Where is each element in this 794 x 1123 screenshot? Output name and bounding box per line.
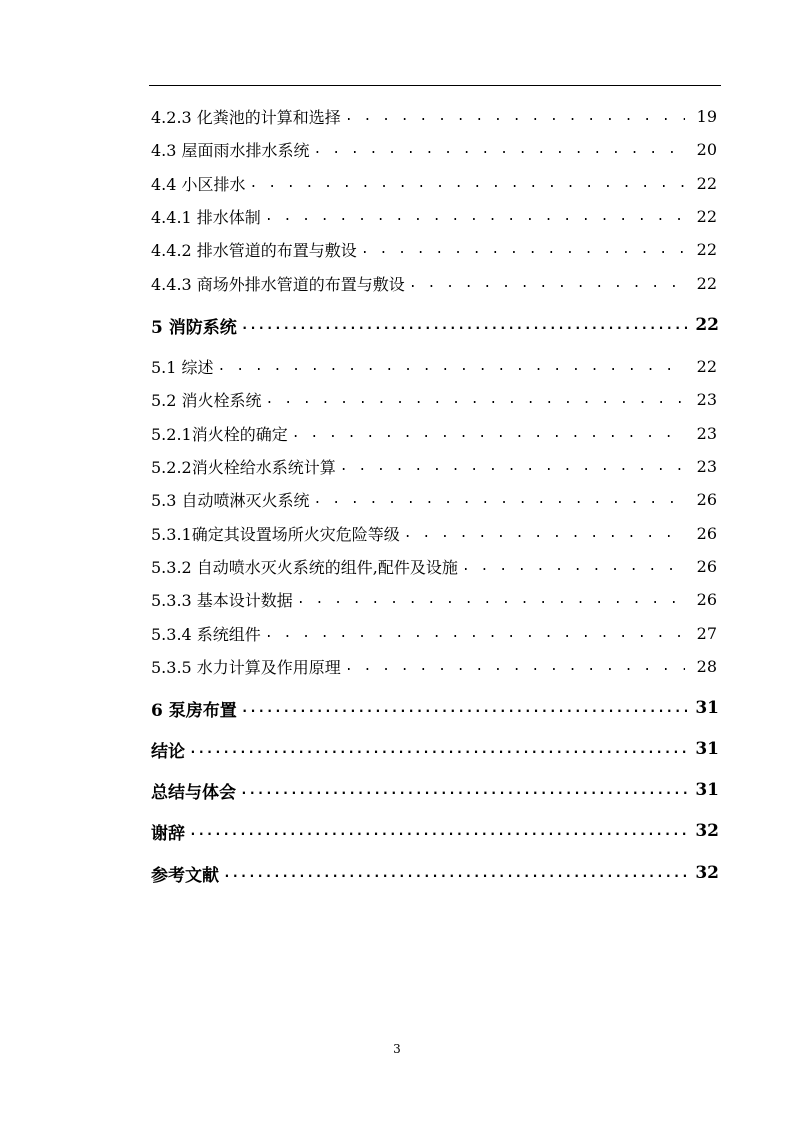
toc-entry-page: 26 <box>696 489 717 509</box>
toc-entry-title: 5.2 消火栓系统 <box>151 390 262 410</box>
toc-entry-4-3[interactable] <box>151 134 719 164</box>
toc-entry-5[interactable] <box>151 310 719 340</box>
dot-leader <box>223 866 687 881</box>
toc-entry-page: 28 <box>696 656 717 676</box>
toc-entry-page: 20 <box>696 139 717 159</box>
dot-leader <box>345 109 685 124</box>
dot-leader <box>265 626 685 641</box>
dot-leader <box>314 492 685 507</box>
toc-entry-page: 32 <box>695 863 719 883</box>
toc-entry-title: 5.3.5 水力计算及作用原理 <box>151 657 341 677</box>
toc-entry-page: 31 <box>695 739 719 759</box>
toc-entry-page: 31 <box>695 698 719 718</box>
toc-entry-page: 22 <box>696 356 717 376</box>
toc-entry-page: 22 <box>696 206 717 226</box>
dot-leader <box>189 824 687 839</box>
dot-leader <box>241 318 687 333</box>
toc-entry-references[interactable] <box>151 858 719 888</box>
toc-entry-title: 4.4.1 排水体制 <box>151 207 261 227</box>
dot-leader <box>345 659 685 674</box>
toc-entry-title: 4.4.3 商场外排水管道的布置与敷设 <box>151 274 405 294</box>
dot-leader <box>250 176 685 191</box>
toc-entry-title: 5.2.2消火栓给水系统计算 <box>151 457 336 477</box>
toc-entry-title: 4.4 小区排水 <box>151 174 246 194</box>
toc-entry-title: 5.3.2 自动喷水灭火系统的组件,配件及设施 <box>151 557 458 577</box>
dot-leader <box>314 142 685 157</box>
toc-entry-page: 27 <box>696 623 717 643</box>
toc-entry-5-3[interactable] <box>151 484 719 514</box>
dot-leader <box>361 242 685 257</box>
toc-entry-5-2-1[interactable] <box>151 418 719 448</box>
toc-entry-title: 5.3.4 系统组件 <box>151 624 261 644</box>
toc-entry-title: 总结与体会 <box>151 782 236 803</box>
dot-leader <box>266 392 685 407</box>
toc-entry-page: 22 <box>695 315 719 335</box>
toc-entry-page: 22 <box>696 239 717 259</box>
toc-entry-title: 5 消防系统 <box>151 317 237 338</box>
toc-entry-page: 26 <box>696 523 717 543</box>
toc-entry-page: 19 <box>696 106 717 126</box>
dot-leader <box>292 426 685 441</box>
toc-entry-4-4-1[interactable] <box>151 201 719 231</box>
toc-entry-title: 谢辞 <box>151 823 185 844</box>
toc-entry-title: 5.2.1消火栓的确定 <box>151 424 288 444</box>
dot-leader <box>240 783 687 798</box>
dot-leader <box>189 742 687 757</box>
toc-entry-5-3-1[interactable] <box>151 518 719 548</box>
toc-entry-5-3-2[interactable] <box>151 551 719 581</box>
toc-entry-6[interactable] <box>151 693 719 723</box>
toc-entry-page: 22 <box>696 173 717 193</box>
toc-entry-title: 5.3 自动喷淋灭火系统 <box>151 490 310 510</box>
toc-entry-page: 32 <box>695 821 719 841</box>
header-rule <box>149 85 721 86</box>
toc-entry-4-4[interactable] <box>151 168 719 198</box>
toc-entry-page: 26 <box>696 589 717 609</box>
toc-entry-page: 26 <box>696 556 717 576</box>
toc-entry-title: 4.2.3 化粪池的计算和选择 <box>151 107 341 127</box>
toc-entry-5-3-5[interactable] <box>151 651 719 681</box>
toc-entry-summary[interactable] <box>151 775 719 805</box>
toc-entry-page: 23 <box>696 456 717 476</box>
toc-entry-5-2[interactable] <box>151 384 719 414</box>
toc-entry-page: 23 <box>696 389 717 409</box>
page-number: 3 <box>393 1042 401 1056</box>
toc-entry-5-1[interactable] <box>151 351 719 381</box>
toc-entry-5-3-3[interactable] <box>151 584 719 614</box>
toc-entry-title: 参考文献 <box>151 865 219 886</box>
dot-leader <box>241 701 687 716</box>
toc-entry-title: 5.3.3 基本设计数据 <box>151 590 293 610</box>
dot-leader <box>265 209 685 224</box>
toc-entry-title: 4.3 屋面雨水排水系统 <box>151 140 310 160</box>
dot-leader <box>409 276 685 291</box>
toc-entry-title: 结论 <box>151 741 185 762</box>
dot-leader <box>297 592 685 607</box>
toc-entry-5-2-2[interactable] <box>151 451 719 481</box>
dot-leader <box>404 526 685 541</box>
dot-leader <box>218 359 685 374</box>
toc-entry-page: 31 <box>695 780 719 800</box>
toc-entry-title: 5.3.1确定其设置场所火灾危险等级 <box>151 524 400 544</box>
toc-entry-5-3-4[interactable] <box>151 618 719 648</box>
dot-leader <box>462 559 685 574</box>
toc-entry-conclusion[interactable] <box>151 734 719 764</box>
toc-entry-page: 23 <box>696 423 717 443</box>
toc-entry-4-4-2[interactable] <box>151 234 719 264</box>
toc-entry-4-2-3[interactable] <box>151 101 719 131</box>
toc-entry-page: 22 <box>696 273 717 293</box>
toc-entry-title: 6 泵房布置 <box>151 700 237 721</box>
dot-leader <box>340 459 685 474</box>
toc-entry-title: 5.1 综述 <box>151 357 214 377</box>
toc-entry-acknowledgements[interactable] <box>151 816 719 846</box>
toc-entry-4-4-3[interactable] <box>151 268 719 298</box>
toc-entry-title: 4.4.2 排水管道的布置与敷设 <box>151 240 357 260</box>
